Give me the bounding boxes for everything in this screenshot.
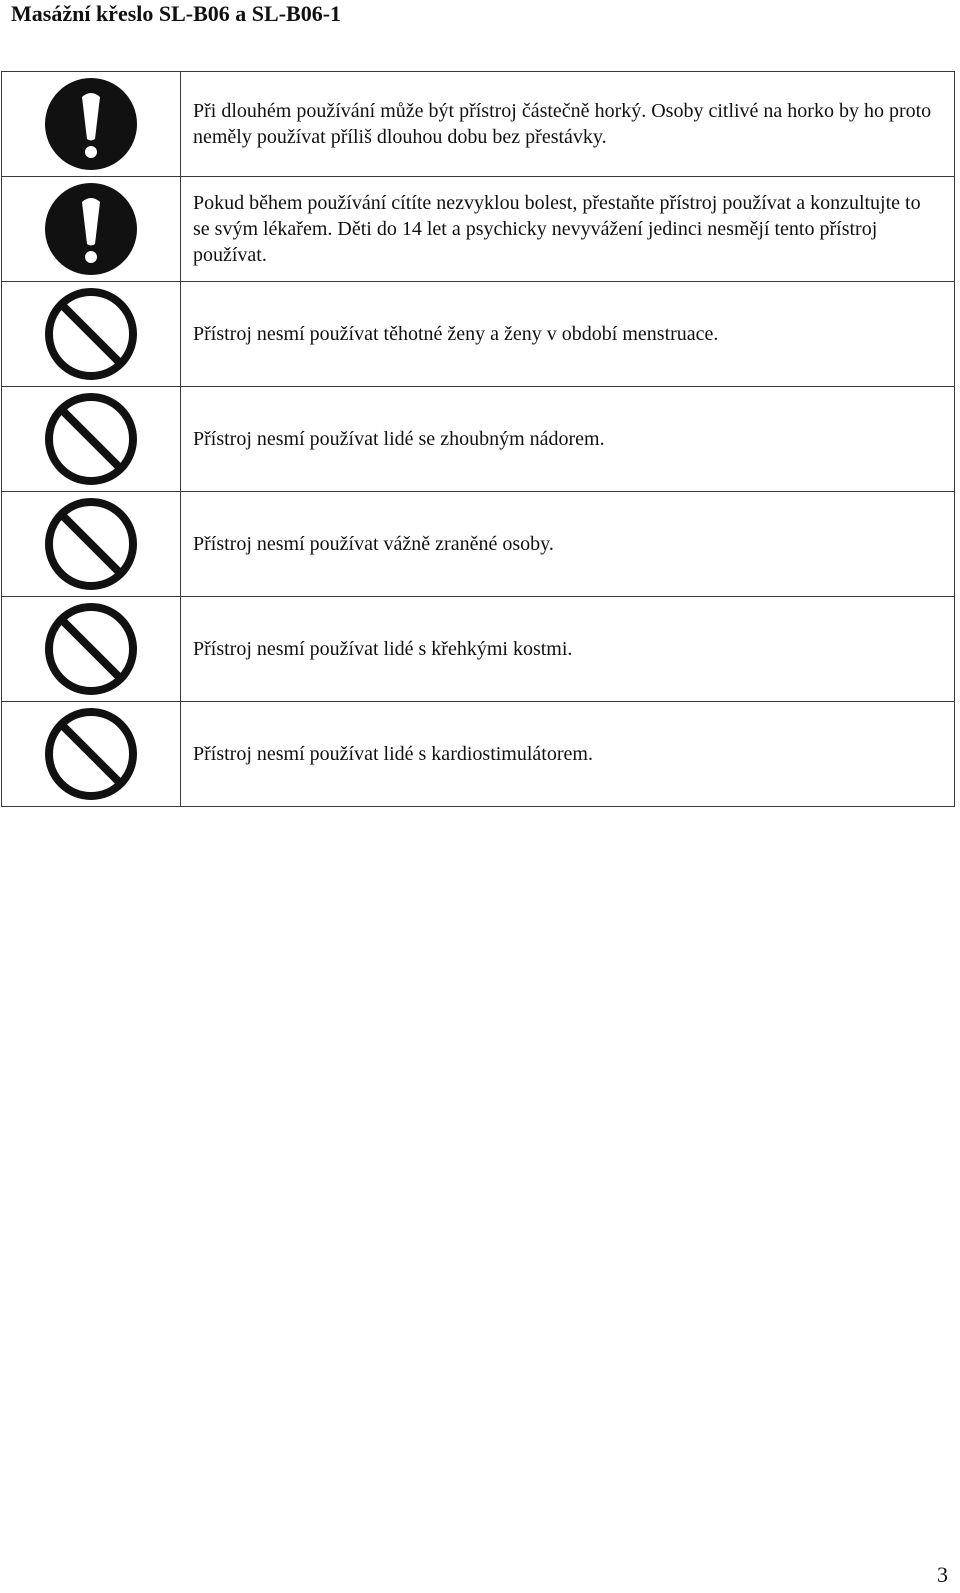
page-number: 3 [937,1562,948,1587]
warning-text: Přístroj nesmí používat těhotné ženy a ženy v období menstruace. [181,282,955,387]
warnings-table [1,71,955,807]
prohibited-icon [44,287,138,381]
page-title: Masážní křeslo SL-B06 a SL-B06-1 [11,1,342,26]
icon-cell [2,177,181,282]
icon-cell [2,702,181,807]
icon-cell [2,72,181,177]
warning-text: Přístroj nesmí používat lidé s křehkými kostmi. [181,597,955,702]
icon-cell [2,597,181,702]
table-row [2,282,955,387]
table-row [2,702,955,807]
exclamation-icon [44,182,138,276]
icon-cell [2,282,181,387]
warning-text: Pokud během používání cítíte nezvyklou bolest, přestaňte přístroj používat a konzultujte to se svým lékařem. Děti do 14 let a psychicky nevyvážení jedinci nesmějí tento přístroj používat. [181,177,955,282]
warning-text: Přístroj nesmí používat lidé s kardiostimulátorem. [181,702,955,807]
prohibited-icon [44,707,138,801]
prohibited-icon [44,392,138,486]
icon-cell [2,492,181,597]
table-row [2,492,955,597]
prohibited-icon [44,602,138,696]
warning-text: Přístroj nesmí používat lidé se zhoubným nádorem. [181,387,955,492]
icon-cell [2,387,181,492]
table-row [2,597,955,702]
table-row [2,72,955,177]
table-row [2,177,955,282]
warning-text: Při dlouhém používání může být přístroj částečně horký. Osoby citlivé na horko by ho proto neměly používat příliš dlouhou dobu bez přestávky. [181,72,955,177]
exclamation-icon [44,77,138,171]
table-row [2,387,955,492]
warning-text: Přístroj nesmí používat vážně zraněné osoby. [181,492,955,597]
prohibited-icon [44,497,138,591]
